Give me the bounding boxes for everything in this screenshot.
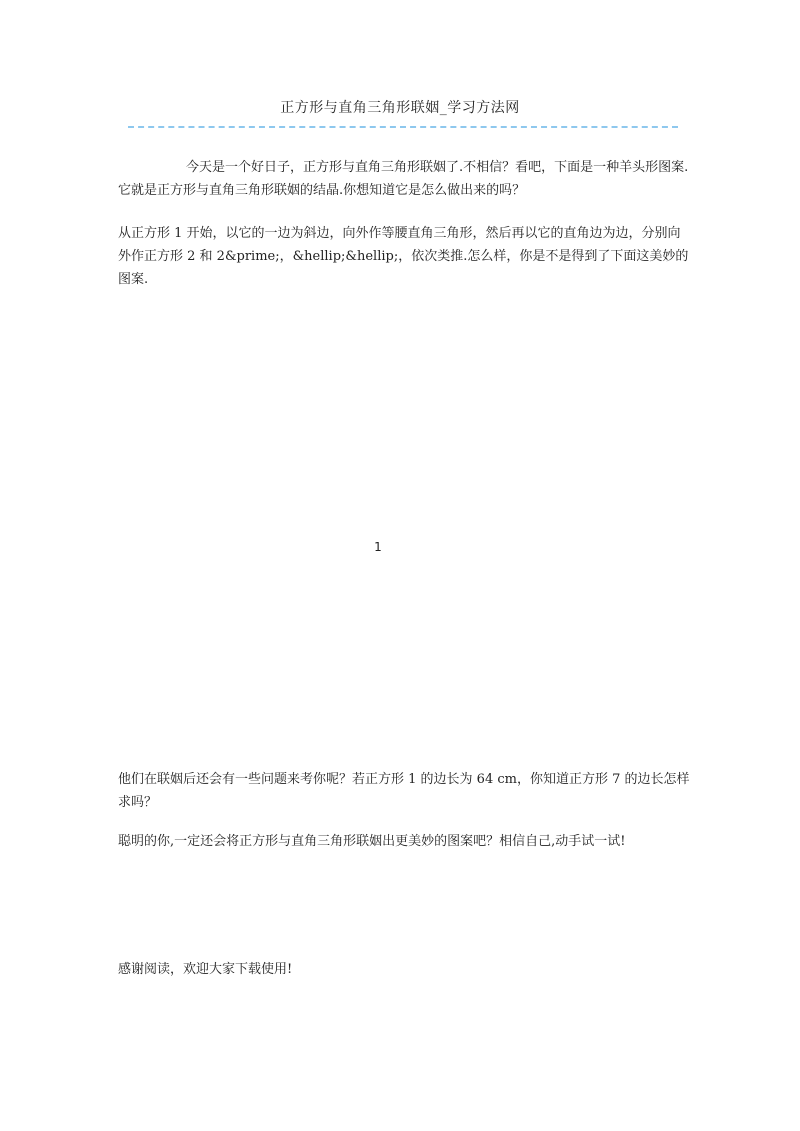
document-title: 正方形与直角三角形联姻_学习方法网 [280, 100, 520, 116]
figure-label: 1 [374, 540, 382, 554]
question-paragraph: 他们在联姻后还会有一些问题来考你呢？若正方形 1 的边长为 64 cm，你知道正方形 7 的边长怎样求吗？ [118, 772, 690, 810]
intro-paragraph: 今天是一个好日子，正方形与直角三角形联姻了.不相信？看吧，下面是一种羊头形图案.它就是正方形与直角三角形联姻的结晶.你想知道它是怎么做出来的吗？ [118, 160, 689, 198]
title-divider [128, 126, 678, 128]
construction-paragraph: 从正方形 1 开始，以它的一边为斜边，向外作等腰直角三角形，然后再以它的直角边为边，分别向外作正方形 2 和 2&prime;，&hellip;&hellip;，依次类推.怎么样，你是不是得到了下面这美妙的图案. [118, 226, 689, 287]
closing-paragraph: 感谢阅读，欢迎大家下载使用! [118, 962, 293, 977]
figure-placeholder [118, 300, 683, 750]
encouragement-paragraph: 聪明的你,一定还会将正方形与直角三角形联姻出更美妙的图案吧？相信自己,动手试一试! [118, 834, 626, 849]
